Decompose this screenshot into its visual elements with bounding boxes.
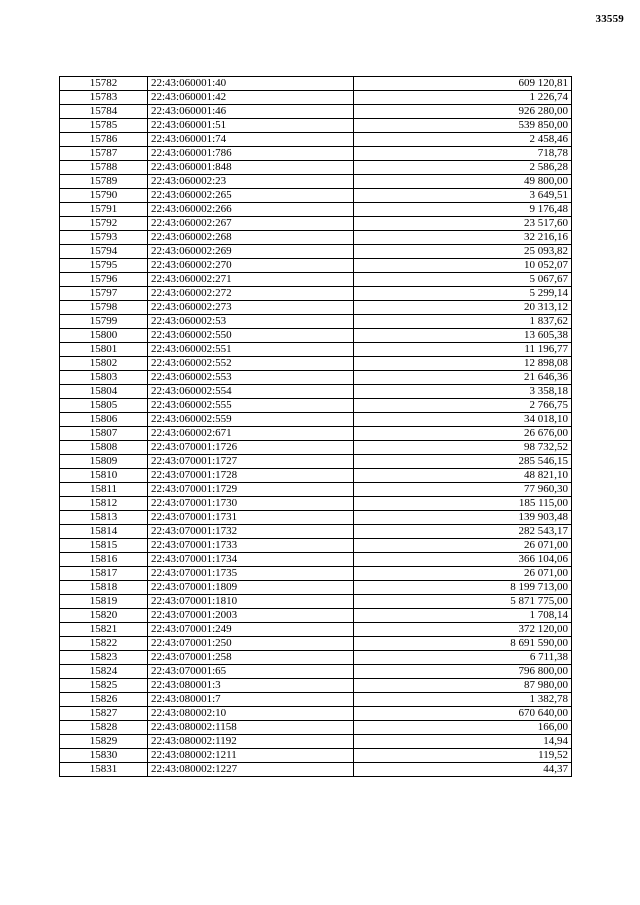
table-row [60,245,572,259]
value-cell: 609 120,81 [354,77,572,91]
row-number-cell: 15822 [60,637,148,651]
table-row [60,147,572,161]
table-row [60,763,572,777]
row-number-cell: 15804 [60,385,148,399]
row-number-cell: 15814 [60,525,148,539]
cadastral-number-cell: 22:43:070001:65 [148,665,354,679]
value-cell: 2 586,28 [354,161,572,175]
row-number-cell: 15782 [60,77,148,91]
row-number-cell: 15830 [60,749,148,763]
value-cell: 5 067,67 [354,273,572,287]
cadastral-number-cell: 22:43:060001:51 [148,119,354,133]
cadastral-number-cell: 22:43:060002:270 [148,259,354,273]
table-row [60,189,572,203]
cadastral-number-cell: 22:43:080002:1158 [148,721,354,735]
row-number-cell: 15806 [60,413,148,427]
cadastral-number-cell: 22:43:080001:3 [148,679,354,693]
value-cell: 372 120,00 [354,623,572,637]
cadastral-number-cell: 22:43:070001:2003 [148,609,354,623]
cadastral-number-cell: 22:43:080001:7 [148,693,354,707]
table-row [60,539,572,553]
cadastral-number-cell: 22:43:080002:10 [148,707,354,721]
cadastral-number-cell: 22:43:070001:1732 [148,525,354,539]
row-number-cell: 15802 [60,357,148,371]
value-cell: 185 115,00 [354,497,572,511]
value-cell: 3 649,51 [354,189,572,203]
table-row [60,105,572,119]
cadastral-number-cell: 22:43:060001:848 [148,161,354,175]
value-cell: 34 018,10 [354,413,572,427]
value-cell: 1 708,14 [354,609,572,623]
row-number-cell: 15805 [60,399,148,413]
table-row [60,329,572,343]
row-number-cell: 15786 [60,133,148,147]
value-cell: 2 766,75 [354,399,572,413]
row-number-cell: 15826 [60,693,148,707]
table-row [60,469,572,483]
table-row [60,721,572,735]
value-cell: 2 458,46 [354,133,572,147]
row-number-cell: 15803 [60,371,148,385]
row-number-cell: 15795 [60,259,148,273]
row-number-cell: 15801 [60,343,148,357]
table-row [60,637,572,651]
value-cell: 119,52 [354,749,572,763]
row-number-cell: 15793 [60,231,148,245]
value-cell: 926 280,00 [354,105,572,119]
row-number-cell: 15818 [60,581,148,595]
table-row [60,287,572,301]
cadastral-number-cell: 22:43:060002:266 [148,203,354,217]
cadastral-number-cell: 22:43:070001:1729 [148,483,354,497]
cadastral-number-cell: 22:43:070001:1730 [148,497,354,511]
cadastral-number-cell: 22:43:060002:23 [148,175,354,189]
value-cell: 8 199 713,00 [354,581,572,595]
row-number-cell: 15783 [60,91,148,105]
table-row [60,581,572,595]
row-number-cell: 15789 [60,175,148,189]
table-row [60,623,572,637]
cadastral-number-cell: 22:43:060002:269 [148,245,354,259]
table-row [60,735,572,749]
row-number-cell: 15787 [60,147,148,161]
value-cell: 3 358,18 [354,385,572,399]
cadastral-number-cell: 22:43:060002:555 [148,399,354,413]
table-row [60,301,572,315]
row-number-cell: 15808 [60,441,148,455]
value-cell: 9 176,48 [354,203,572,217]
table-row [60,511,572,525]
row-number-cell: 15819 [60,595,148,609]
table-row [60,175,572,189]
row-number-cell: 15813 [60,511,148,525]
row-number-cell: 15799 [60,315,148,329]
table-row [60,357,572,371]
table-row [60,161,572,175]
cadastral-number-cell: 22:43:070001:1733 [148,539,354,553]
cadastral-number-cell: 22:43:070001:249 [148,623,354,637]
value-cell: 1 837,62 [354,315,572,329]
cadastral-number-cell: 22:43:060002:53 [148,315,354,329]
value-cell: 139 903,48 [354,511,572,525]
value-cell: 796 800,00 [354,665,572,679]
table-row [60,343,572,357]
row-number-cell: 15825 [60,679,148,693]
row-number-cell: 15817 [60,567,148,581]
value-cell: 718,78 [354,147,572,161]
row-number-cell: 15784 [60,105,148,119]
value-cell: 26 071,00 [354,539,572,553]
row-number-cell: 15796 [60,273,148,287]
cadastral-number-cell: 22:43:070001:1731 [148,511,354,525]
cadastral-number-cell: 22:43:060002:550 [148,329,354,343]
table-row [60,231,572,245]
value-cell: 21 646,36 [354,371,572,385]
cadastral-number-cell: 22:43:060002:559 [148,413,354,427]
value-cell: 13 605,38 [354,329,572,343]
table-row [60,217,572,231]
row-number-cell: 15798 [60,301,148,315]
value-cell: 26 071,00 [354,567,572,581]
cadastral-number-cell: 22:43:060002:268 [148,231,354,245]
table-row [60,455,572,469]
table-row [60,707,572,721]
row-number-cell: 15794 [60,245,148,259]
value-cell: 20 313,12 [354,301,572,315]
table-row [60,273,572,287]
value-cell: 11 196,77 [354,343,572,357]
table-row [60,553,572,567]
cadastral-number-cell: 22:43:060002:272 [148,287,354,301]
row-number-cell: 15809 [60,455,148,469]
row-number-cell: 15792 [60,217,148,231]
value-cell: 48 821,10 [354,469,572,483]
value-cell: 14,94 [354,735,572,749]
value-cell: 49 800,00 [354,175,572,189]
table-row [60,371,572,385]
cadastral-number-cell: 22:43:060001:42 [148,91,354,105]
page-number: 33559 [595,13,624,25]
table-row [60,665,572,679]
cadastral-number-cell: 22:43:080002:1192 [148,735,354,749]
row-number-cell: 15790 [60,189,148,203]
table-row [60,525,572,539]
cadastral-number-cell: 22:43:060002:265 [148,189,354,203]
cadastral-number-cell: 22:43:070001:1735 [148,567,354,581]
table-row [60,483,572,497]
value-cell: 44,37 [354,763,572,777]
table-row [60,259,572,273]
cadastral-number-cell: 22:43:080002:1211 [148,749,354,763]
cadastral-number-cell: 22:43:060002:551 [148,343,354,357]
value-cell: 166,00 [354,721,572,735]
row-number-cell: 15821 [60,623,148,637]
cadastral-number-cell: 22:43:070001:258 [148,651,354,665]
table-row [60,77,572,91]
cadastral-number-cell: 22:43:080002:1227 [148,763,354,777]
table-row [60,315,572,329]
table-row [60,385,572,399]
row-number-cell: 15811 [60,483,148,497]
table-row [60,203,572,217]
row-number-cell: 15815 [60,539,148,553]
value-cell: 23 517,60 [354,217,572,231]
cadastral-number-cell: 22:43:070001:250 [148,637,354,651]
value-cell: 87 980,00 [354,679,572,693]
value-cell: 77 960,30 [354,483,572,497]
row-number-cell: 15816 [60,553,148,567]
cadastral-number-cell: 22:43:060002:553 [148,371,354,385]
value-cell: 25 093,82 [354,245,572,259]
cadastral-number-cell: 22:43:070001:1727 [148,455,354,469]
row-number-cell: 15828 [60,721,148,735]
table-row [60,413,572,427]
value-cell: 32 216,16 [354,231,572,245]
table-row [60,749,572,763]
cadastral-number-cell: 22:43:060002:273 [148,301,354,315]
cadastral-number-cell: 22:43:070001:1734 [148,553,354,567]
row-number-cell: 15810 [60,469,148,483]
table-row [60,595,572,609]
row-number-cell: 15788 [60,161,148,175]
table-body [60,77,572,777]
cadastral-number-cell: 22:43:060002:271 [148,273,354,287]
row-number-cell: 15797 [60,287,148,301]
value-cell: 282 543,17 [354,525,572,539]
row-number-cell: 15829 [60,735,148,749]
cadastral-number-cell: 22:43:060002:552 [148,357,354,371]
row-number-cell: 15823 [60,651,148,665]
value-cell: 539 850,00 [354,119,572,133]
table-row [60,119,572,133]
value-cell: 5 299,14 [354,287,572,301]
row-number-cell: 15791 [60,203,148,217]
table-row [60,441,572,455]
value-cell: 12 898,08 [354,357,572,371]
cadastral-number-cell: 22:43:060001:786 [148,147,354,161]
cadastral-number-cell: 22:43:060001:46 [148,105,354,119]
cadastral-number-cell: 22:43:070001:1728 [148,469,354,483]
table-row [60,133,572,147]
value-cell: 8 691 590,00 [354,637,572,651]
row-number-cell: 15827 [60,707,148,721]
row-number-cell: 15820 [60,609,148,623]
row-number-cell: 15807 [60,427,148,441]
value-cell: 98 732,52 [354,441,572,455]
cadastral-number-cell: 22:43:060002:554 [148,385,354,399]
value-cell: 5 871 775,00 [354,595,572,609]
cadastral-number-cell: 22:43:060001:40 [148,77,354,91]
row-number-cell: 15824 [60,665,148,679]
table-row [60,609,572,623]
value-cell: 10 052,07 [354,259,572,273]
value-cell: 1 226,74 [354,91,572,105]
table-row [60,679,572,693]
table-row [60,399,572,413]
data-table [59,76,572,777]
row-number-cell: 15812 [60,497,148,511]
cadastral-number-cell: 22:43:070001:1726 [148,441,354,455]
table-row [60,651,572,665]
cadastral-number-cell: 22:43:070001:1809 [148,581,354,595]
table-row [60,497,572,511]
row-number-cell: 15800 [60,329,148,343]
value-cell: 6 711,38 [354,651,572,665]
table-row [60,91,572,105]
table-row [60,567,572,581]
table-row [60,693,572,707]
value-cell: 1 382,78 [354,693,572,707]
cadastral-number-cell: 22:43:060002:671 [148,427,354,441]
row-number-cell: 15831 [60,763,148,777]
cadastral-number-cell: 22:43:060001:74 [148,133,354,147]
value-cell: 366 104,06 [354,553,572,567]
cadastral-number-cell: 22:43:060002:267 [148,217,354,231]
cadastral-number-cell: 22:43:070001:1810 [148,595,354,609]
value-cell: 670 640,00 [354,707,572,721]
row-number-cell: 15785 [60,119,148,133]
value-cell: 285 546,15 [354,455,572,469]
value-cell: 26 676,00 [354,427,572,441]
table-row [60,427,572,441]
